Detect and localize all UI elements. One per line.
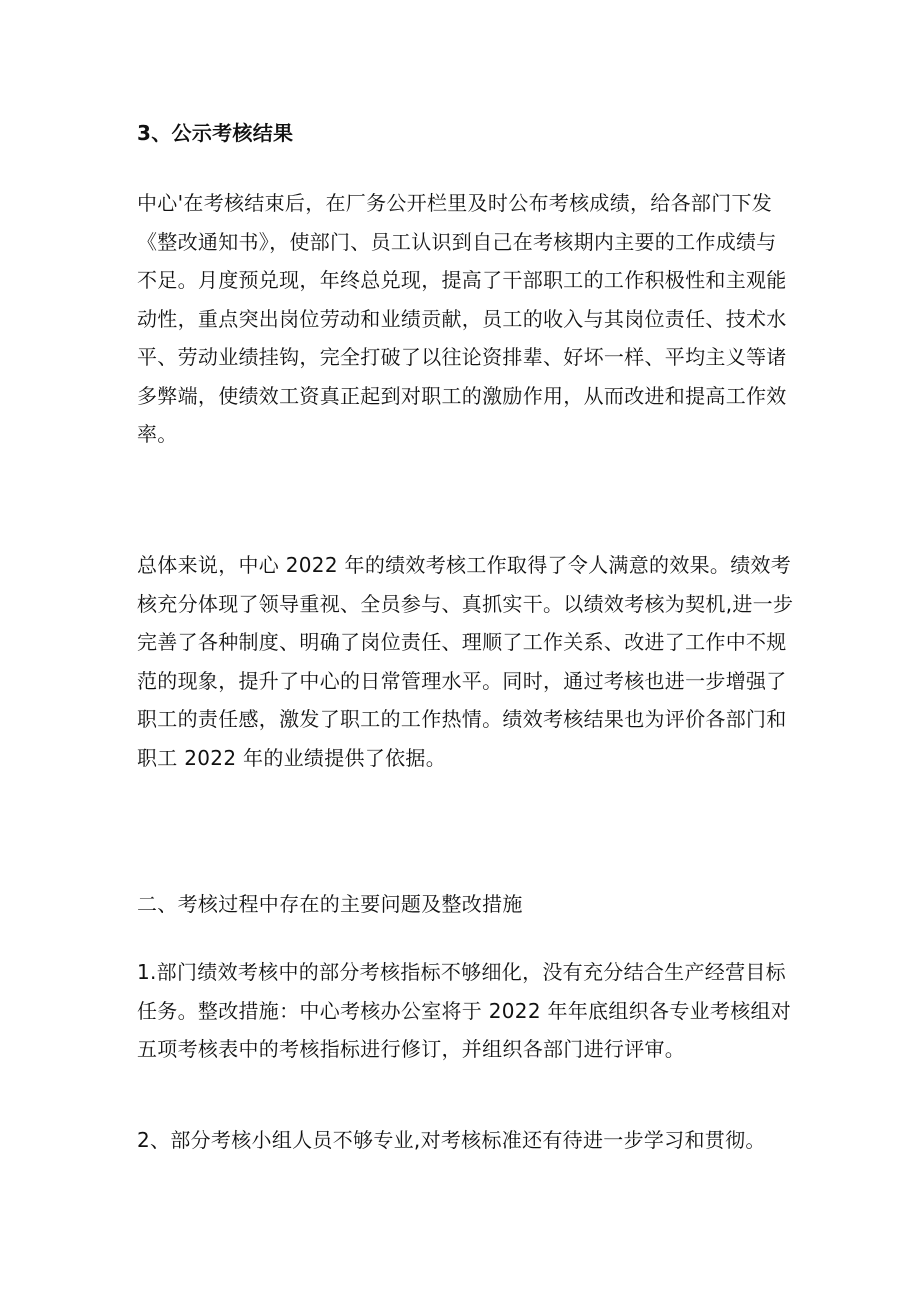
problem-item-1 <box>137 953 792 1069</box>
paragraph-line: 总体来说，中心 2022 年的绩效考核工作取得了令人满意的效果。绩效考 <box>137 553 792 577</box>
paragraph-line: 2、部分考核小组人员不够专业,对考核标准还有待进一步学习和贯彻。 <box>137 1128 766 1152</box>
paragraph-line: 职工 2022 年的业绩提供了依据。 <box>137 745 447 770</box>
paragraph-line: 平、劳动业绩挂钩，完全打破了以往论资排辈、好坏一样、平均主义等诸 <box>137 345 787 369</box>
section-heading: 3、公示考核结果 <box>137 121 294 145</box>
paragraph-line: 多弊端，使绩效工资真正起到对职工的激励作用，从而改进和提高工作效 <box>137 383 787 408</box>
paragraph-line: 不足。月度预兑现，年终总兑现，提高了干部职工的工作积极性和主观能 <box>137 268 787 292</box>
paragraph-results-publication <box>137 184 789 454</box>
paragraph-line: 1.部门绩效考核中的部分考核指标不够细化，没有充分结合生产经营目标 <box>137 960 786 984</box>
paragraph-line: 率。 <box>137 422 178 446</box>
problem-item-2 <box>137 1121 789 1160</box>
paragraph-line: 五项考核表中的考核指标进行修订，并组织各部门进行评审。 <box>137 1037 686 1061</box>
paragraph-line: 范的现象，提升了中心的日常管理水平。同时，通过考核也进一步增强了 <box>137 668 787 693</box>
paragraph-summary <box>137 546 794 777</box>
paragraph-line: 动性，重点突出岗位劳动和业绩贡献，员工的收入与其岗位责任、技术水 <box>137 306 787 331</box>
chapter-heading: 二、考核过程中存在的主要问题及整改措施 <box>137 892 523 916</box>
paragraph-line: 职工的责任感，激发了职工的工作热情。绩效考核结果也为评价各部门和 <box>137 707 787 731</box>
paragraph-line: 任务。整改措施：中心考核办公室将于 2022 年年底组织各专业考核组对 <box>137 998 792 1023</box>
paragraph-line: 核充分体现了领导重视、全员参与、真抓实干。以绩效考核为契机,进一步 <box>137 591 794 616</box>
paragraph-line: 中心'在考核结束后，在厂务公开栏里及时公布考核成绩，给各部门下发 <box>137 191 773 215</box>
paragraph-line: 完善了各种制度、明确了岗位责任、理顺了工作关系、改进了工作中不规 <box>137 630 787 654</box>
paragraph-line: 《整改通知书》，使部门、员工认识到自己在考核期内主要的工作成绩与 <box>137 229 777 254</box>
